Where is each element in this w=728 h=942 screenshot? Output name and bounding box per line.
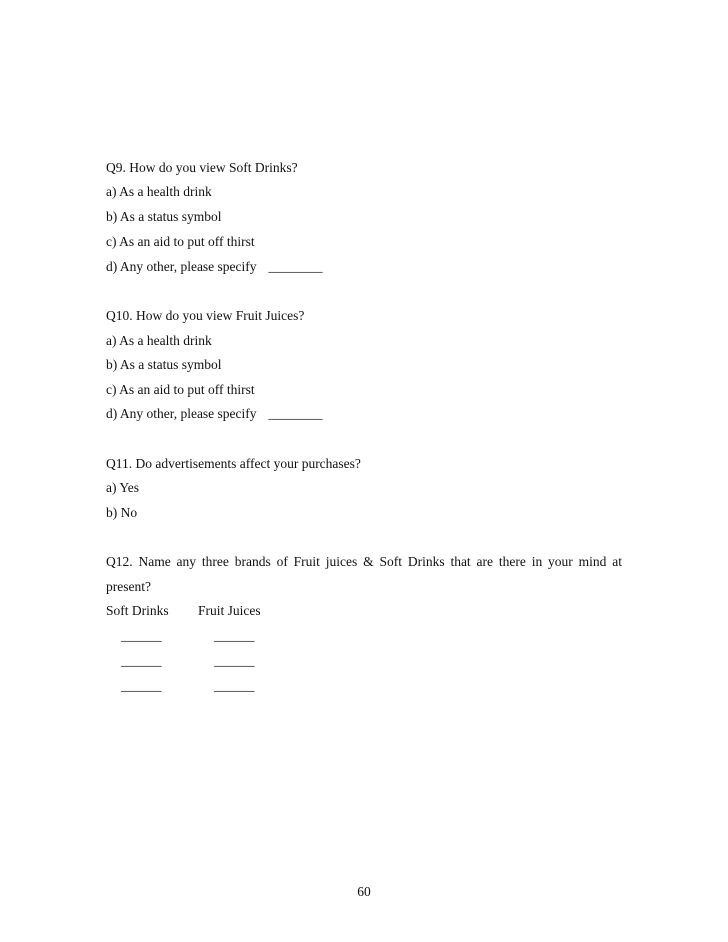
page-number: 60 bbox=[357, 884, 371, 899]
fruit-juice-blank-2: ______ bbox=[214, 653, 255, 668]
q10-title: Q10. How do you view Fruit Juices? bbox=[106, 308, 305, 323]
q12-title-line1: Q12. Name any three brands of Fruit juices & Soft Drinks that are there in your mind at bbox=[106, 554, 622, 569]
q9-option-c: c) As an aid to put off thirst bbox=[106, 234, 255, 249]
soft-drinks-column-header: Soft Drinks bbox=[106, 603, 169, 618]
q9-option-b: b) As a status symbol bbox=[106, 209, 222, 224]
q10-option-d bbox=[106, 406, 323, 422]
q9-option-a: a) As a health drink bbox=[106, 184, 212, 199]
q10-option-d-label: d) Any other, please specify bbox=[106, 406, 257, 421]
q10-option-b: b) As a status symbol bbox=[106, 357, 222, 372]
fruit-juice-blank-3: ______ bbox=[214, 678, 255, 693]
q9-option-d bbox=[106, 259, 323, 275]
q11-option-a: a) Yes bbox=[106, 480, 140, 495]
q10-option-c: c) As an aid to put off thirst bbox=[106, 382, 255, 397]
q10-option-a: a) As a health drink bbox=[106, 333, 212, 348]
q10-specify-blank: ________ bbox=[268, 406, 323, 421]
q9-specify-blank: ________ bbox=[268, 259, 323, 274]
soft-drink-blank-3: ______ bbox=[121, 678, 162, 693]
q9-title: Q9. How do you view Soft Drinks? bbox=[106, 160, 298, 175]
q9-option-d-label: d) Any other, please specify bbox=[106, 259, 257, 274]
q11-title: Q11. Do advertisements affect your purchases? bbox=[106, 456, 361, 471]
fruit-juice-blank-1: ______ bbox=[214, 628, 255, 643]
fruit-juices-column-header: Fruit Juices bbox=[198, 603, 261, 618]
soft-drink-blank-1: ______ bbox=[121, 628, 162, 643]
soft-drink-blank-2: ______ bbox=[121, 653, 162, 668]
q12-title-line2: present? bbox=[106, 579, 151, 594]
q11-option-b: b) No bbox=[106, 505, 138, 520]
